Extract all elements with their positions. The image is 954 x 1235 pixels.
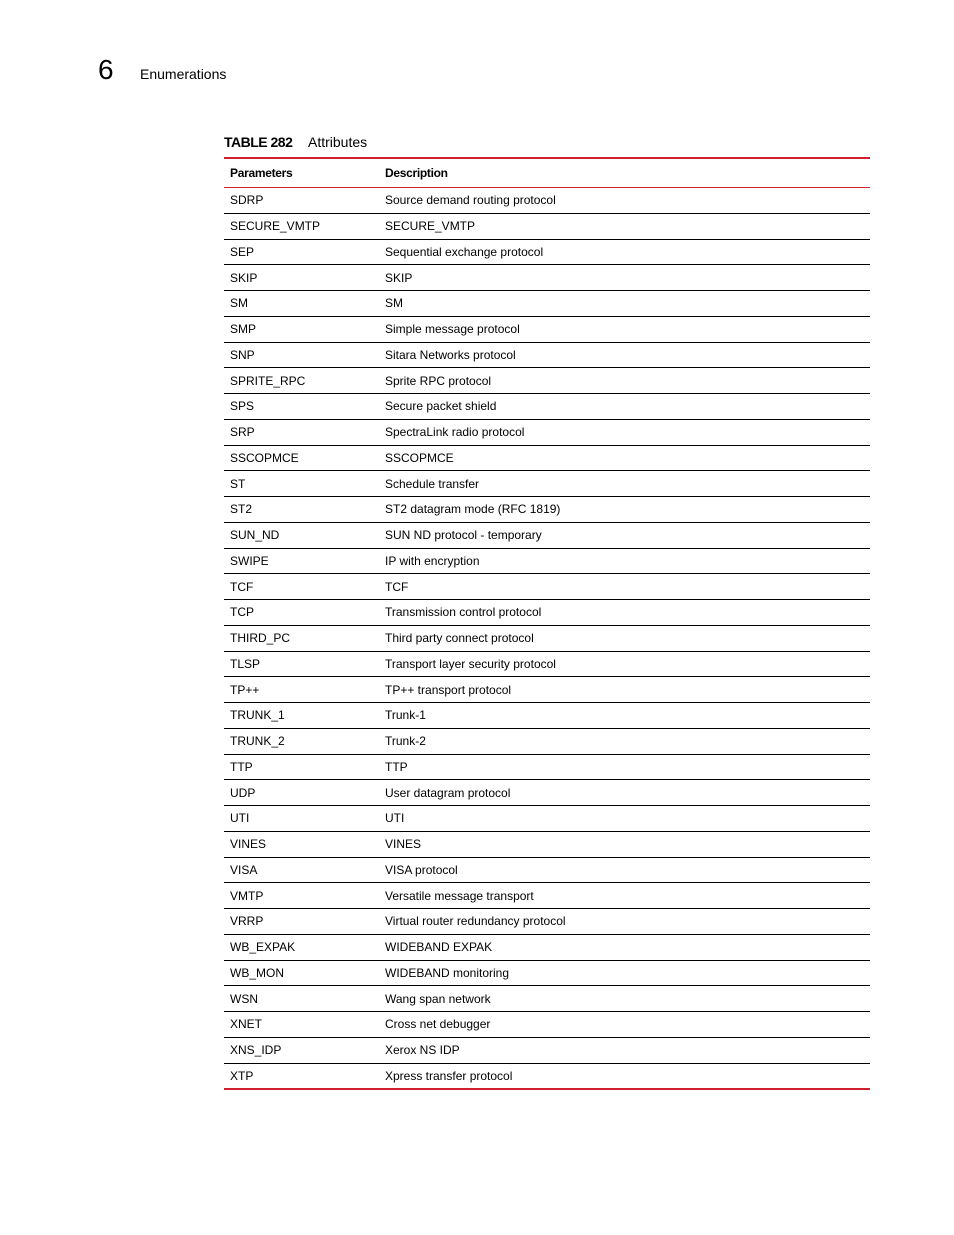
parameter-cell: THIRD_PC bbox=[224, 625, 380, 651]
table-row bbox=[224, 342, 870, 368]
parameter-cell: ST bbox=[224, 471, 380, 497]
table-row bbox=[224, 857, 870, 883]
description-cell: WIDEBAND EXPAK bbox=[380, 934, 870, 960]
table-row bbox=[224, 960, 870, 986]
description-cell: Trunk-2 bbox=[380, 728, 870, 754]
parameter-cell: VMTP bbox=[224, 883, 380, 909]
table-row bbox=[224, 780, 870, 806]
table-row bbox=[224, 625, 870, 651]
chapter-number: 6 bbox=[98, 54, 114, 85]
parameter-cell: TCF bbox=[224, 574, 380, 600]
table-row bbox=[224, 213, 870, 239]
parameter-cell: XTP bbox=[230, 1068, 254, 1083]
table-row bbox=[224, 574, 870, 600]
parameter-cell: SSCOPMCE bbox=[224, 445, 380, 471]
parameter-cell: UTI bbox=[224, 806, 380, 832]
parameter-cell: XNS_IDP bbox=[224, 1037, 380, 1063]
table-row bbox=[224, 1012, 870, 1038]
chapter-header bbox=[98, 56, 226, 84]
parameter-cell: SDRP bbox=[224, 188, 380, 214]
table-row bbox=[224, 600, 870, 626]
description-cell: Transmission control protocol bbox=[380, 600, 870, 626]
description-cell: IP with encryption bbox=[380, 548, 870, 574]
table-row bbox=[224, 419, 870, 445]
table-row bbox=[224, 368, 870, 394]
description-cell: Cross net debugger bbox=[380, 1012, 870, 1038]
table-row bbox=[224, 522, 870, 548]
parameter-cell: SECURE_VMTP bbox=[224, 213, 380, 239]
table-row bbox=[224, 316, 870, 342]
parameter-cell: XNET bbox=[224, 1012, 380, 1038]
parameter-cell: SEP bbox=[224, 239, 380, 265]
parameter-cell: SPRITE_RPC bbox=[224, 368, 380, 394]
parameter-cell: SMP bbox=[224, 316, 380, 342]
parameter-cell: SKIP bbox=[224, 265, 380, 291]
description-cell: Transport layer security protocol bbox=[380, 651, 870, 677]
description-cell: Sequential exchange protocol bbox=[380, 239, 870, 265]
description-cell: WIDEBAND monitoring bbox=[380, 960, 870, 986]
parameter-cell: ST2 bbox=[224, 497, 380, 523]
parameter-cell: UDP bbox=[224, 780, 380, 806]
description-cell: SSCOPMCE bbox=[380, 445, 870, 471]
table-row bbox=[224, 703, 870, 729]
description-cell: Trunk-1 bbox=[380, 703, 870, 729]
table-header-row bbox=[224, 158, 870, 188]
table-row bbox=[224, 728, 870, 754]
parameter-cell: VISA bbox=[224, 857, 380, 883]
description-cell: TCF bbox=[380, 574, 870, 600]
table-row bbox=[224, 497, 870, 523]
table-row bbox=[224, 806, 870, 832]
description-cell: TP++ transport protocol bbox=[380, 677, 870, 703]
parameter-cell: TCP bbox=[224, 600, 380, 626]
parameter-cell: SM bbox=[224, 291, 380, 317]
description-cell: Wang span network bbox=[380, 986, 870, 1012]
table-row bbox=[224, 1063, 870, 1089]
table-name: Attributes bbox=[308, 134, 368, 150]
table-row bbox=[224, 291, 870, 317]
parameter-cell: SUN_ND bbox=[224, 522, 380, 548]
table-row bbox=[224, 1037, 870, 1063]
table-row bbox=[224, 754, 870, 780]
table-row bbox=[224, 239, 870, 265]
parameter-cell: VRRP bbox=[224, 909, 380, 935]
table-row bbox=[224, 651, 870, 677]
table-row bbox=[224, 831, 870, 857]
chapter-title: Enumerations bbox=[140, 66, 227, 82]
parameter-cell: SWIPE bbox=[224, 548, 380, 574]
description-cell: UTI bbox=[380, 806, 870, 832]
table-row bbox=[224, 188, 870, 214]
description-cell: Xpress transfer protocol bbox=[385, 1068, 513, 1083]
column-header-description: Description bbox=[380, 158, 870, 188]
table-row bbox=[224, 548, 870, 574]
parameter-cell: WSN bbox=[224, 986, 380, 1012]
table-row bbox=[224, 265, 870, 291]
table-row bbox=[224, 934, 870, 960]
table-row bbox=[224, 445, 870, 471]
column-header-parameters: Parameters bbox=[224, 158, 380, 188]
attributes-table bbox=[224, 157, 870, 1090]
description-cell: Sitara Networks protocol bbox=[380, 342, 870, 368]
description-cell: SKIP bbox=[380, 265, 870, 291]
description-cell: SUN ND protocol - temporary bbox=[380, 522, 870, 548]
description-cell: User datagram protocol bbox=[380, 780, 870, 806]
description-cell: Sprite RPC protocol bbox=[380, 368, 870, 394]
parameter-cell: WB_MON bbox=[224, 960, 380, 986]
description-cell: VISA protocol bbox=[380, 857, 870, 883]
description-cell: SpectraLink radio protocol bbox=[380, 419, 870, 445]
table-row bbox=[224, 677, 870, 703]
description-cell: Simple message protocol bbox=[380, 316, 870, 342]
table-row bbox=[224, 909, 870, 935]
description-cell: Source demand routing protocol bbox=[380, 188, 870, 214]
table-row bbox=[224, 986, 870, 1012]
parameter-cell: WB_EXPAK bbox=[224, 934, 380, 960]
parameter-cell: VINES bbox=[224, 831, 380, 857]
parameter-cell: TRUNK_1 bbox=[224, 703, 380, 729]
table-label: TABLE 282 bbox=[224, 134, 293, 150]
description-cell: Schedule transfer bbox=[380, 471, 870, 497]
table-row bbox=[224, 471, 870, 497]
description-cell: SM bbox=[380, 291, 870, 317]
parameter-cell: TLSP bbox=[224, 651, 380, 677]
description-cell: TTP bbox=[380, 754, 870, 780]
parameter-cell: SNP bbox=[224, 342, 380, 368]
table-caption bbox=[224, 134, 367, 150]
parameter-cell: TRUNK_2 bbox=[224, 728, 380, 754]
table-body bbox=[224, 188, 870, 1090]
description-cell: ST2 datagram mode (RFC 1819) bbox=[380, 497, 870, 523]
description-cell: Third party connect protocol bbox=[380, 625, 870, 651]
parameter-cell: TP++ bbox=[224, 677, 380, 703]
table-row bbox=[224, 883, 870, 909]
parameter-cell: SRP bbox=[224, 419, 380, 445]
description-cell: Xerox NS IDP bbox=[380, 1037, 870, 1063]
description-cell: Versatile message transport bbox=[380, 883, 870, 909]
description-cell: Virtual router redundancy protocol bbox=[380, 909, 870, 935]
description-cell: SECURE_VMTP bbox=[380, 213, 870, 239]
parameter-cell: SPS bbox=[224, 394, 380, 420]
parameter-cell: TTP bbox=[224, 754, 380, 780]
description-cell: Secure packet shield bbox=[380, 394, 870, 420]
table-row bbox=[224, 394, 870, 420]
attributes-table-container bbox=[224, 157, 870, 1090]
description-cell: VINES bbox=[380, 831, 870, 857]
